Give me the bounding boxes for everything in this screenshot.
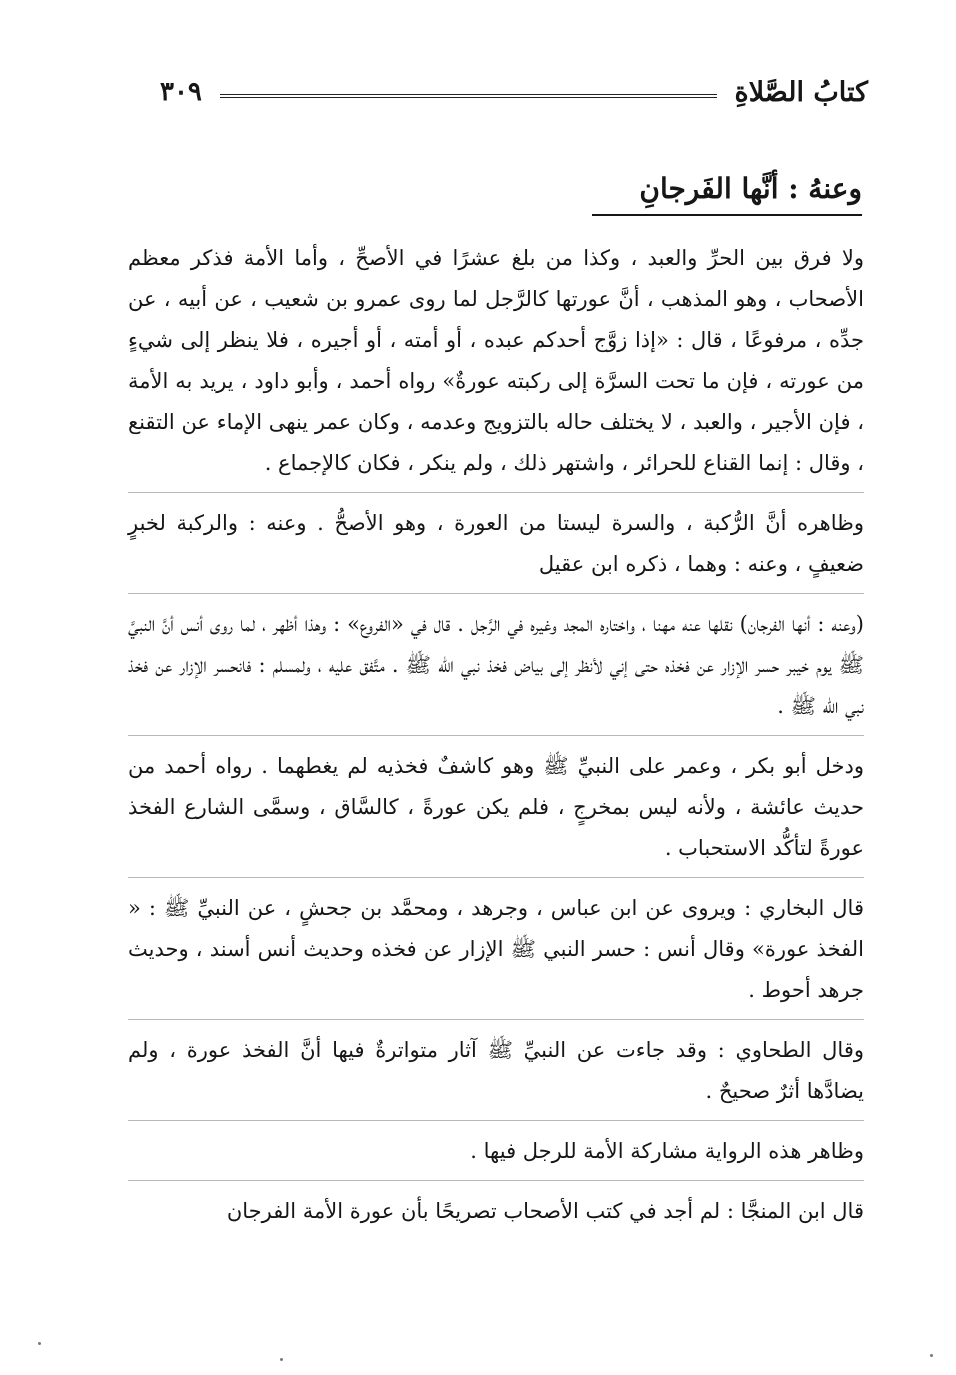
paragraph: ودخل أبو بكر ، وعمر على النبيِّ ﷺ وهو كاشفٌ فخذيه لم يغطهما . رواه أحمد من حديث عائشة ، ولأنه ليس بمخرجٍ ، فلم يكن عورةً ، كالسَّاق ، وسمَّى الشارع الفخذ عورةً لتأكُّد الاستحباب .	[128, 746, 864, 878]
paragraph: وظاهره أنَّ الرُّكبة ، والسرة ليستا من العورة ، وهو الأصحُّ . وعنه : والركبة لخبرٍ ضعيفٍ ، وعنه : وهما ، ذكره ابن عقيل	[128, 503, 864, 594]
margin-dot	[38, 1342, 41, 1345]
running-header	[160, 70, 868, 114]
margin-dot	[930, 1354, 933, 1357]
body-text	[128, 238, 864, 1250]
paragraph: قال البخاري : ويروى عن ابن عباس ، وجرهد ، ومحمَّد بن جحشٍ ، عن النبيِّ ﷺ : « الفخذ عورة» وقال أنس : حسر النبي ﷺ الإزار عن فخذه وحديث أنس أسند ، وحديث جرهد أحوط .	[128, 888, 864, 1020]
margin-dot	[280, 1358, 283, 1361]
header-rule	[220, 94, 717, 98]
paragraph: ولا فرق بين الحرِّ والعبد ، وكذا من بلغ عشرًا في الأصحِّ ، وأما الأمة فذكر معظم الأصحاب ، وهو المذهب ، أنَّ عورتها كالرَّجل لما روى عمرو بن شعيب ، عن أبيه ، عن جدِّه ، مرفوعًا ، قال : «إذا زوَّج أحدكم عبده ، أو أمته ، أو أجيره ، فلا ينظر إلى شيءٍ من عورته ، فإن ما تحت السرَّة إلى ركبته عورةٌ» رواه أحمد ، وأبو داود ، يريد به الأمة ، فإن الأجير ، والعبد ، لا يختلف حاله بالتزويج وعدمه ، وكان عمر ينهى الإماء عن التقنع ، وقال : إنما القناع للحرائر ، واشتهر ذلك ، ولم ينكر ، فكان كالإجماع .	[128, 238, 864, 493]
paragraph: وقال الطحاوي : وقد جاءت عن النبيِّ ﷺ آثار متواترةٌ فيها أنَّ الفخذ عورة ، ولم يضادَّها أثرٌ صحيحٌ .	[128, 1030, 864, 1121]
page-number: ٣٠٩	[160, 77, 202, 107]
section-heading: وعنهُ : أنَّها الفَرجانِ	[592, 172, 862, 216]
chapter-title: كتابُ الصَّلاةِ	[734, 76, 868, 108]
paragraph: (وعنه : أنها الفرجان) نقلها عنه مهنا ، واختاره المجد وغيره في الرَّجل . قال في «الفروع» : وهذا أظهر ، لما روى أنس أنَّ النبيَّ ﷺ يوم خيبر حسر الإزار عن فخذه حتى إني لأنظر إلى بياض فخذ نبي اللّه ﷺ . متَّفق عليه ، ولمسلم : فانحسر الإزار عن فخذ نبي اللّه ﷺ .	[128, 604, 864, 736]
paragraph: وظاهر هذه الرواية مشاركة الأمة للرجل فيها .	[128, 1131, 864, 1181]
paragraph: قال ابن المنجَّا : لم أجد في كتب الأصحاب تصريحًا بأن عورة الأمة الفرجان	[226, 1199, 864, 1223]
